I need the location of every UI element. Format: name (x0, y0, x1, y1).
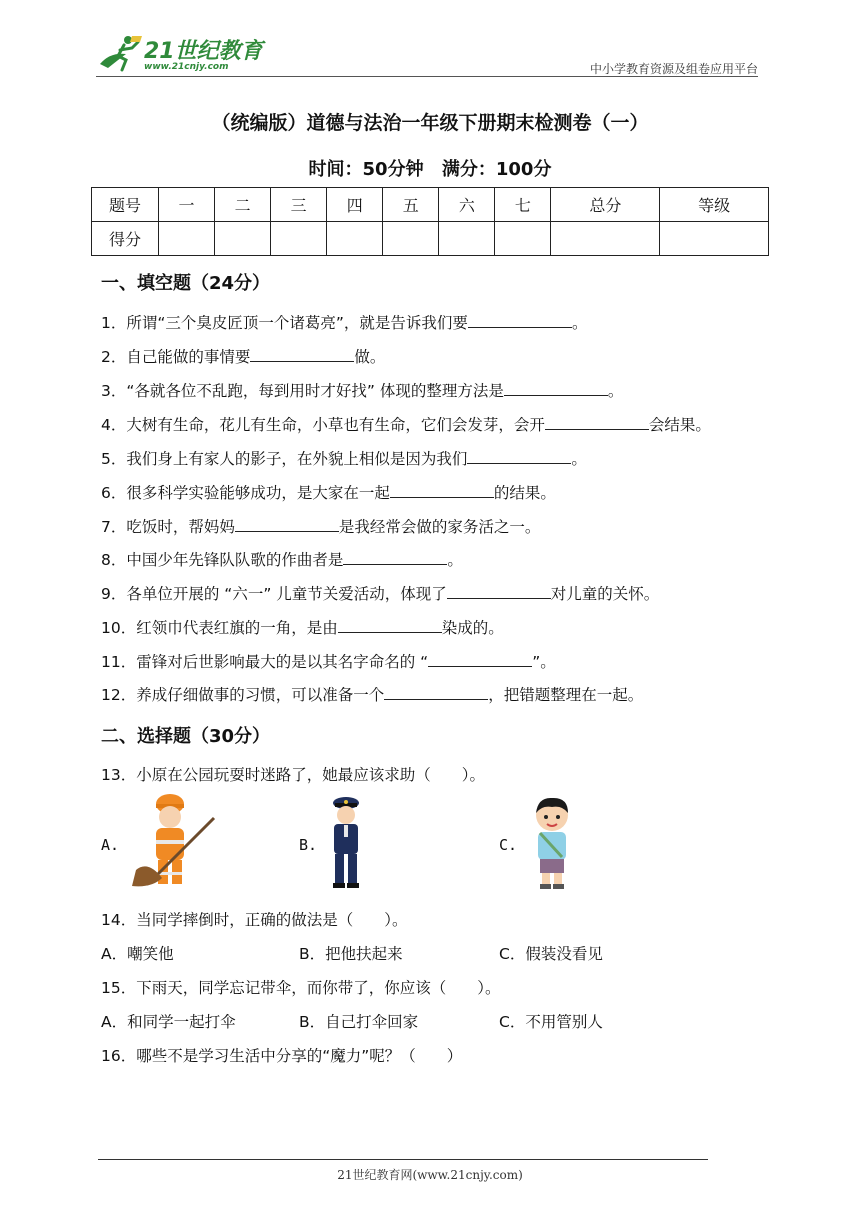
question-text: 的结果。 (493, 484, 556, 502)
answer-blank[interactable] (447, 584, 551, 599)
answer-blank[interactable] (390, 483, 494, 498)
exam-info (0, 155, 860, 181)
logo-text: 21世纪教育 (144, 39, 263, 64)
answer-blank[interactable] (545, 415, 649, 430)
question-text: 4．大树有生命，花儿有生命，小草也有生命，它们会发芽，会开 (101, 416, 545, 434)
answer-blank[interactable] (504, 381, 608, 396)
option[interactable]: A．嘲笑他 (101, 945, 174, 963)
table-cell: 一 (159, 188, 215, 222)
question-text: 会结果。 (648, 416, 711, 434)
question-2 (101, 345, 385, 367)
question-15: 15．下雨天，同学忘记带伞，而你带了，你应该（ ）。 (101, 979, 501, 997)
table-cell: 三 (271, 188, 327, 222)
question-16: 16．哪些不是学习生活中分享的“魔力”呢？（ ） (101, 1047, 463, 1065)
question-5 (101, 447, 587, 469)
question-4 (101, 413, 711, 435)
question-text: 3．“各就各位不乱跑，每到用时才好找” 体现的整理方法是 (101, 382, 504, 400)
table-cell: 总分 (551, 188, 660, 222)
question-12 (101, 683, 643, 705)
question-text: 12．养成仔细做事的习惯，可以准备一个 (101, 686, 385, 704)
table-cell: 四 (327, 188, 383, 222)
table-cell: 六 (439, 188, 495, 222)
logo-url: www.21cnjy.com (144, 62, 229, 72)
page-header (96, 32, 758, 78)
score-entry-cell[interactable] (551, 222, 660, 256)
question-text: ，把错题整理在一起。 (488, 686, 644, 704)
option[interactable]: C．假装没看见 (499, 945, 603, 963)
answer-blank[interactable] (343, 550, 447, 565)
answer-blank[interactable] (468, 313, 572, 328)
option[interactable]: B．自己打伞回家 (299, 1013, 419, 1031)
table-cell: 等级 (660, 188, 769, 222)
option[interactable]: C．不用管别人 (499, 1013, 603, 1031)
question-text: 11．雷锋对后世影响最大的是以其名字命名的 “ (101, 653, 429, 671)
answer-blank[interactable] (467, 449, 571, 464)
score-entry-cell[interactable] (327, 222, 383, 256)
score-entry-cell[interactable] (495, 222, 551, 256)
question-text: 是我经常会做的家务活之一。 (338, 518, 541, 536)
question-text: 。 (571, 450, 587, 468)
answer-blank[interactable] (235, 517, 339, 532)
footer-divider (98, 1159, 708, 1160)
option[interactable]: A．和同学一起打伞 (101, 1013, 236, 1031)
question-6 (101, 481, 556, 503)
score-entry-cell[interactable] (660, 222, 769, 256)
brand-logo[interactable] (96, 32, 266, 76)
question-10 (101, 616, 504, 638)
runner-logo-icon (96, 34, 144, 74)
table-cell: 题号 (92, 188, 159, 222)
question-text: 。 (571, 314, 588, 332)
answer-blank[interactable] (428, 652, 532, 667)
question-text: 做。 (354, 348, 386, 366)
table-cell: 得分 (92, 222, 159, 256)
answer-blank[interactable] (250, 347, 354, 362)
page-footer[interactable]: 21世纪教育网(www.21cnjy.com) (337, 1168, 523, 1182)
question-text: 染成的。 (441, 619, 504, 637)
table-cell: 七 (495, 188, 551, 222)
table-row (92, 222, 769, 256)
exam-time: 时间：50分钟 (308, 159, 424, 180)
question-14: 14．当同学摔倒时，正确的做法是（ ）。 (101, 911, 408, 929)
question-3 (101, 379, 623, 401)
question-11 (101, 650, 556, 672)
table-row (92, 188, 769, 222)
police-officer-illustration[interactable] (326, 795, 366, 891)
sanitation-worker-illustration[interactable] (126, 790, 220, 892)
platform-name: 中小学教育资源及组卷应用平台 (589, 62, 758, 76)
section-title: 二、选择题（30分） (101, 726, 271, 747)
question-13: 13．小原在公园玩耍时迷路了，她最应该求助（ ）。 (101, 766, 485, 784)
boy-illustration[interactable] (528, 795, 576, 891)
page-title: （统编版）道德与法治一年级下册期末检测卷（一） (211, 112, 649, 134)
question-text: 。 (447, 551, 463, 569)
score-entry-cell[interactable] (271, 222, 327, 256)
table-cell: 二 (215, 188, 271, 222)
score-entry-cell[interactable] (383, 222, 439, 256)
question-text: 1．所谓“三个臭皮匠顶一个诸葛亮”，就是告诉我们要 (101, 314, 468, 332)
question-text: 对儿童的关怀。 (550, 585, 660, 603)
question-text: ”。 (532, 653, 556, 671)
section-title: 一、填空题（24分） (101, 273, 271, 294)
exam-full-score: 满分：100分 (441, 159, 552, 180)
answer-blank[interactable] (338, 618, 442, 633)
question-text: 7．吃饭时，帮妈妈 (101, 518, 235, 536)
question-1 (101, 311, 587, 333)
question-text: 2．自己能做的事情要 (101, 348, 251, 366)
question-text: 10．红领巾代表红旗的一角，是由 (101, 619, 338, 637)
score-table (91, 187, 769, 256)
question-7 (101, 515, 540, 537)
table-cell: 五 (383, 188, 439, 222)
question-text: 6．很多科学实验能够成功，是大家在一起 (101, 484, 390, 502)
header-divider (96, 76, 758, 77)
score-entry-cell[interactable] (159, 222, 215, 256)
question-text: 。 (607, 382, 624, 400)
question-text: 8．中国少年先锋队队歌的作曲者是 (101, 551, 344, 569)
question-9 (101, 582, 659, 604)
option[interactable]: B．把他扶起来 (299, 945, 403, 963)
question-text: 5．我们身上有家人的影子，在外貌上相似是因为我们 (101, 450, 468, 468)
score-entry-cell[interactable] (439, 222, 495, 256)
option-label[interactable]: B. (299, 836, 318, 854)
score-entry-cell[interactable] (215, 222, 271, 256)
question-8 (101, 548, 463, 570)
answer-blank[interactable] (384, 685, 488, 700)
question-text: 9．各单位开展的 “六一” 儿童节关爱活动，体现了 (101, 585, 447, 603)
option-label[interactable]: C. (499, 836, 518, 854)
option-label[interactable]: A. (101, 836, 120, 854)
